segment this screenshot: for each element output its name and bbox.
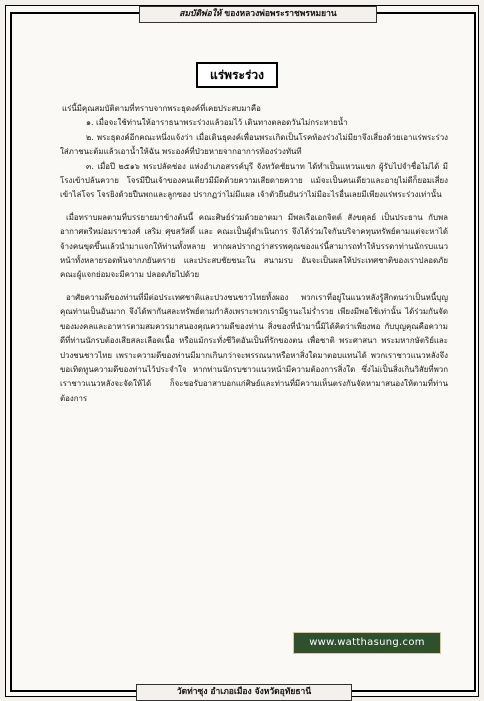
header-text: ของหลวงพ่อพระราชพรหมยาน xyxy=(224,9,337,19)
page-title: แร่พระร่วง xyxy=(196,62,278,88)
header-prefix: สมบัติพ่อให้ xyxy=(179,9,222,19)
list-item: ๒. พระธุดงค์อีกคณะหนึ่งแจ้งว่า เมื่อเดินธุดงค์เพื่อนพระเกิดเป็นโรคท้องร่วงไม่มียาจึงเสี่ยงด้วยเอาแร่พระร่วงใส่ภาชนะต้มแล้วเอาน้ำให้ฉัน พระองค์ที่ป่วยหายจากอาการท้องร่วงทันที xyxy=(60,132,448,157)
page-footer: วัดท่าซุง อำเภอเมือง จังหวัดอุทัยธานี xyxy=(136,684,352,701)
list-item: ๑. เมื่อจะใช้ท่านให้อาราธนาพระร่วงแล้วอมไว้ เดินทางตลอดวันไม่กระหายน้ำ xyxy=(86,118,348,128)
article-body xyxy=(60,102,448,406)
page-header xyxy=(139,6,377,23)
body-paragraph: เมื่อทราบผลตามที่บรรยายมาข้างต้นนี้ คณะศิษย์ร่วมด้วยอาตมา มีพลเรือเอกจิตต์ สังขดุลย์ เป็นประธาน กับพลอากาศตรีหม่อมราชวงศ์ เสริม ศุขสวัสดิ์ และ คณะเป็นผู้ดำเนินการ จึงได้ร่วมใจกันบริจาคทุนทรัพย์ตามแต่จะหาได้ จ้างคนขุดขึ้นแล้วนำมาแจกให้ท่านทั้งหลาย หากผลปรากฏว่าสรรพคุณของแร่นี้สามารถทำให้บรรดาท่านนักรบแนวหน้าทั้งหลายรอดพ้นจากภยันตราย และประสบชัยชนะใน สนามรบ อันจะเป็นผลให้ประเทศชาติของเราปลอดภัย คณะผู้แจกย่อมจะมีความ ปลอดภัยไปด้วย xyxy=(60,212,448,280)
website-link[interactable]: www.watthasung.com xyxy=(293,632,441,654)
list-item: ๓. เมื่อปี ๒๕๑๖ พระปลัดช่อง แห่งอำเภอสรรค์บุรี จังหวัดชัยนาท ได้ทำเป็นแหวนแขก ผู้รับไปจำชื่อไม่ได้ มีโรงเข้าปล้นควาย โจรมีปืนเจ้าของคนเดียวมีมีดด้วยความเสียดายควาย แม้จะเป็นคนเดียวและอายุไม่ดีก็ยอมเสี่ยงเข้าไล่โจร โจรยิงด้วยปืนพกและลูกซอง ปรากฏว่าไม่มีแผล เจ้าตัวยืนยันว่าไม่มีอะไรอื่นเลยมีเพียงแร่พระร่วงเท่านั้น xyxy=(60,161,448,200)
intro-line: แร่นี้มีคุณสมบัติตามที่ทราบจากพระธุดงค์ที่เคยประสบมาคือ xyxy=(62,104,261,113)
body-paragraph: อาศัยความดีของท่านที่มีต่อประเทศชาติและปวงชนชาวไทยทั้งผอง พวกเราที่อยู่ในแนวหลังรู้สึกตนว่าเป็นหนี้บุญคุณท่านเป็นอันมาก จึงได้พากันสละทรัพย์ตามกำลังเพราะพวกเรามีฐานะไม่ร่ำรวย เพียงมีพอใช้เท่านั้น ได้ร่วมกันจัดของมงคลและอาหารตามสมควรมาสนองคุณความดีของท่าน สิ่งของที่นำมานี้มิได้คิดว่าเพียงพอ กับบุญคุณคือความดีที่ท่านนักรบต้องเสียสละเลือดเนื้อ หรือแม้กระทั่งชีวิตอันเป็นที่รักของตน เพื่อชาติ พระศาสนา พระมหากษัตริย์และปวงชนชาวไทย เพราะความดีของท่านมีมากเกินกว่าจะพรรณนาหรือหาสิ่งใดมาตอบแทนได้ พวกเราชาวแนวหลังจึงขอเทิดทูนความดีของท่านไว้ประจำใจ หากท่านนักรบชาวแนวหน้ามีความต้องการสิ่งใด ซึ่งไม่เป็นสิ่งเกินวิสัยที่พวกเราชาวแนวหลังจะจัดให้ได้ ก็จะขอรับอาสาบอกแก่ศิษย์และท่านที่มีความเห็นตรงกันจัดหามาสนองให้ตามที่ท่านต้องการ xyxy=(60,292,448,403)
